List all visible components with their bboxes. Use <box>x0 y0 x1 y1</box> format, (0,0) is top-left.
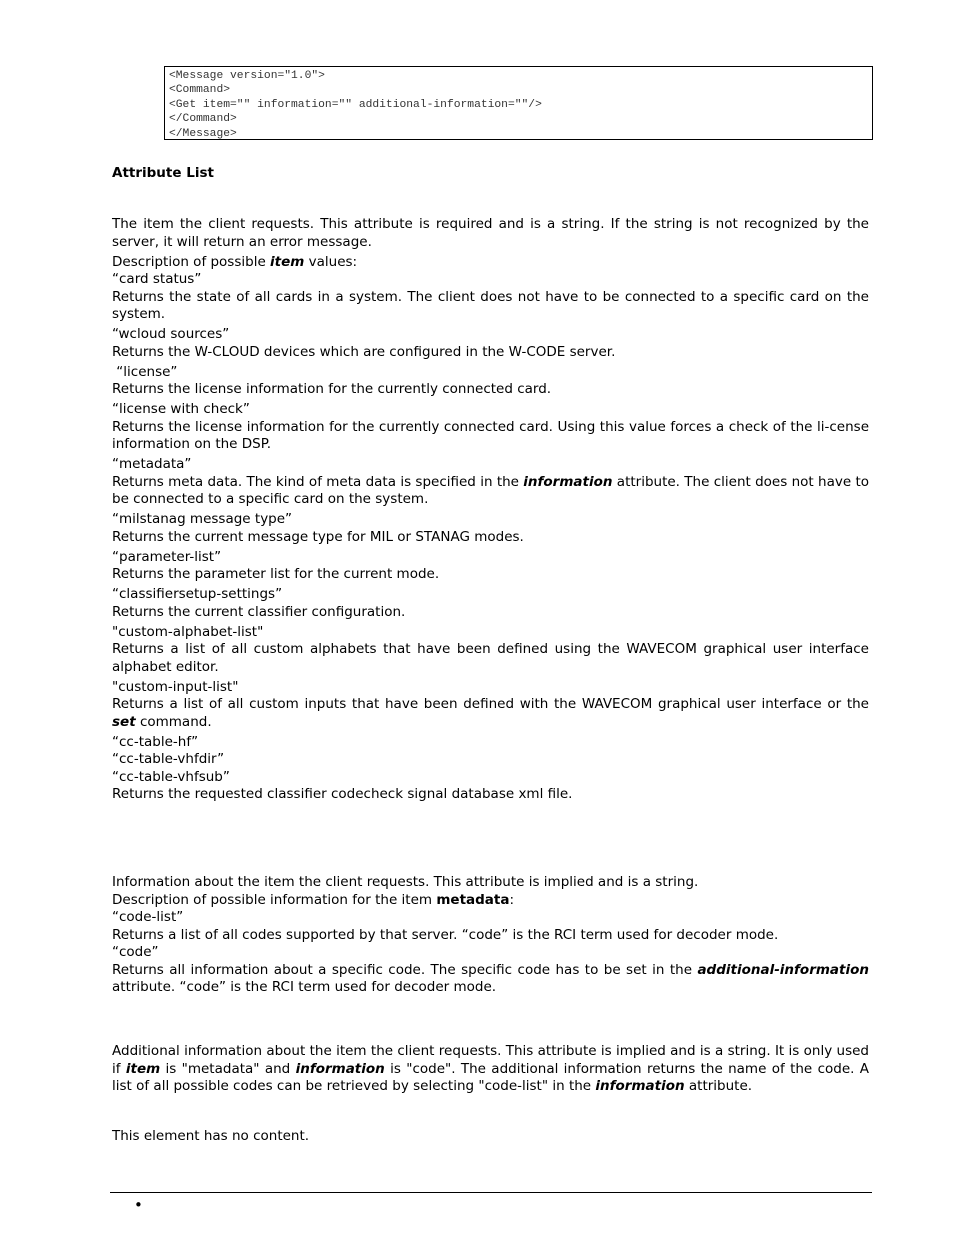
desc-classifiersetup-settings: Returns the current classifier configuration. <box>112 603 406 620</box>
desc-custom-alphabet-list: Returns a list of all custom alphabets that have been defined using the WAVECOM graphical user interface alphabet editor. <box>112 641 869 675</box>
value-cc-table-vhfdir: “cc-table-vhfdir” <box>112 751 225 767</box>
desc-custom-input-list: Returns a list of all custom inputs that have been defined with the WAVECOM graphical user interface or the set command. <box>112 696 869 730</box>
desc-code-list: Returns a list of all codes supported by that server. “code” is the RCI term used for decoder mode. <box>112 926 779 943</box>
desc-license: Returns the license information for the currently connected card. <box>112 381 552 397</box>
value-license-with-check: “license with check” <box>112 401 250 417</box>
code-line: </Command> <box>169 113 237 126</box>
information-values-description: Description of possible information for the item metadata: <box>112 891 515 908</box>
value-wcloud-sources: “wcloud sources” <box>112 326 230 342</box>
value-custom-input-list: "custom-input-list" <box>112 678 239 695</box>
item-attribute-section <box>112 216 869 804</box>
value-cc-table-vhfsub: “cc-table-vhfsub” <box>112 768 230 785</box>
footer-divider <box>110 1192 872 1193</box>
desc-license-with-check: Returns the license information for the currently connected card. Using this value forces a check of the li-cense information on the DSP. <box>112 418 869 452</box>
desc-parameter-list: Returns the parameter list for the current mode. <box>112 566 440 582</box>
item-intro: The item the client requests. This attribute is required and is a string. If the string is not recognized by the server, it will return an error message. <box>112 216 869 250</box>
desc-milstanag-message-type: Returns the current message type for MIL or STANAG modes. <box>112 528 524 545</box>
code-line: </Message> <box>169 127 237 140</box>
value-license: “license” <box>112 363 178 380</box>
value-parameter-list: “parameter-list” <box>112 548 222 565</box>
information-intro: Information about the item the client requests. This attribute is implied and is a string. <box>112 874 699 890</box>
code-line: <Get item="" information="" additional-information=""/> <box>169 98 542 111</box>
xml-code-sample <box>164 66 873 140</box>
desc-wcloud-sources: Returns the W-CLOUD devices which are configured in the W-CODE server. <box>112 343 616 360</box>
desc-code: Returns all information about a specific code. The specific code has to be set in the additional-information attribute. “code” is the RCI term used for decoder mode. <box>112 961 869 995</box>
value-cc-table-hf: “cc-table-hf” <box>112 733 199 750</box>
value-milstanag-message-type: “milstanag message type” <box>112 511 293 527</box>
value-code: “code” <box>112 944 159 960</box>
value-classifiersetup-settings: “classifiersetup-settings” <box>112 586 283 602</box>
information-attribute-section <box>112 874 869 997</box>
section-heading: Attribute List <box>112 165 214 181</box>
code-line: <Message version="1.0"> <box>169 70 325 82</box>
additional-information-section <box>112 1043 869 1096</box>
code-line: <Command> <box>169 84 231 97</box>
content-note-section <box>112 1128 869 1146</box>
value-custom-alphabet-list: "custom-alphabet-list" <box>112 623 264 640</box>
value-card-status: “card status” <box>112 271 202 287</box>
desc-card-status: Returns the state of all cards in a system. The client does not have to be connected to a specific card on the system. <box>112 288 869 322</box>
additional-information-text: Additional information about the item the client requests. This attribute is implied and is a string. It is only used if item is "metadata" and information is "code". The additional information returns the name of the code. A list of all possible codes can be retrieved by selecting "code-list" in the information attribute. <box>112 1043 869 1094</box>
footer-bullet: • <box>134 1196 143 1214</box>
item-values-description: Description of possible item values: <box>112 253 358 270</box>
content-note: This element has no content. <box>112 1128 310 1144</box>
value-code-list: “code-list” <box>112 909 184 925</box>
desc-cc-table: Returns the requested classifier codecheck signal database xml file. <box>112 786 573 802</box>
value-metadata: “metadata” <box>112 456 192 472</box>
desc-metadata: Returns meta data. The kind of meta data is specified in the information attribute. The client does not have to be connected to a specific card on the system. <box>112 473 870 507</box>
